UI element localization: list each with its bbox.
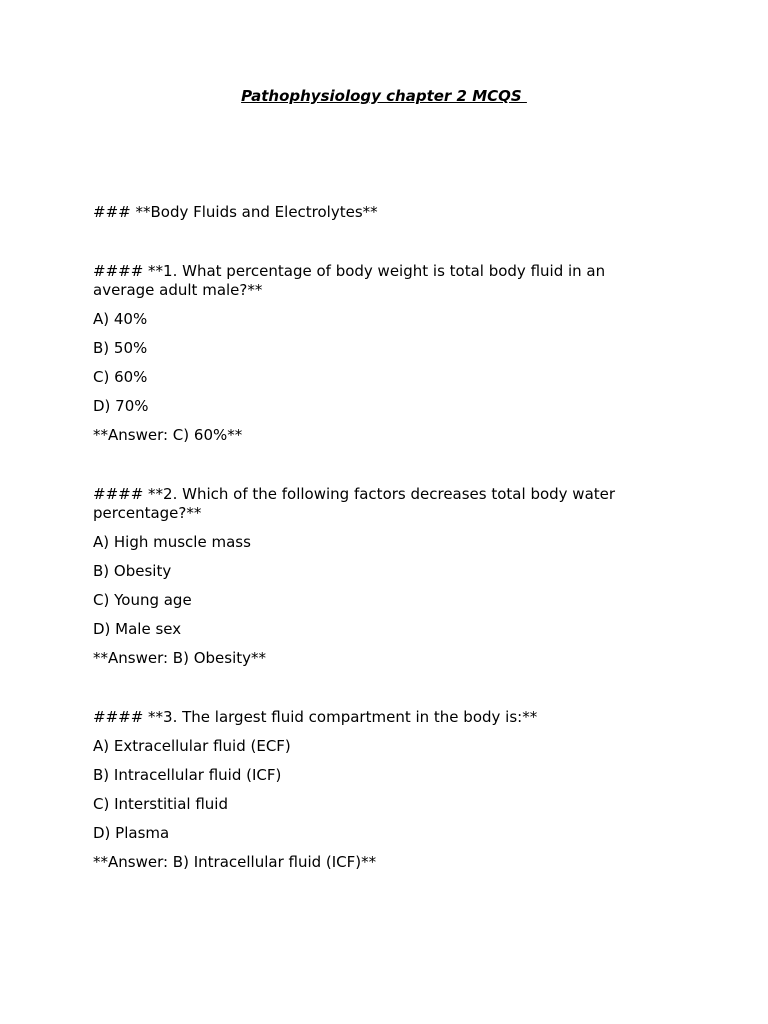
question-text: #### **3. The largest fluid compartment in the body is:** bbox=[93, 708, 538, 726]
option-c: C) 60% bbox=[93, 368, 148, 386]
option-d: D) Male sex bbox=[93, 620, 182, 638]
question-text: #### **1. What percentage of body weight is total body fluid in an average adult male?** bbox=[93, 262, 606, 299]
option-b: B) 50% bbox=[93, 339, 148, 357]
question-3 bbox=[93, 708, 653, 872]
answer-text: **Answer: C) 60%** bbox=[93, 426, 243, 444]
option-a: A) Extracellular fluid (ECF) bbox=[93, 737, 291, 755]
document-body bbox=[93, 203, 653, 872]
section-heading: ### **Body Fluids and Electrolytes** bbox=[93, 203, 378, 221]
option-d: D) 70% bbox=[93, 397, 149, 415]
option-a: A) High muscle mass bbox=[93, 533, 251, 551]
answer-text: **Answer: B) Obesity** bbox=[93, 649, 267, 667]
option-c: C) Young age bbox=[93, 591, 192, 609]
option-c: C) Interstitial fluid bbox=[93, 795, 228, 813]
question-1 bbox=[93, 262, 653, 445]
option-d: D) Plasma bbox=[93, 824, 170, 842]
option-b: B) Obesity bbox=[93, 562, 172, 580]
answer-text: **Answer: B) Intracellular fluid (ICF)** bbox=[93, 853, 377, 871]
question-text: #### **2. Which of the following factors decreases total body water percentage?** bbox=[93, 485, 616, 522]
option-a: A) 40% bbox=[93, 310, 148, 328]
option-b: B) Intracellular fluid (ICF) bbox=[93, 766, 282, 784]
document-title: Pathophysiology chapter 2 MCQS bbox=[241, 87, 527, 105]
question-2 bbox=[93, 485, 653, 668]
